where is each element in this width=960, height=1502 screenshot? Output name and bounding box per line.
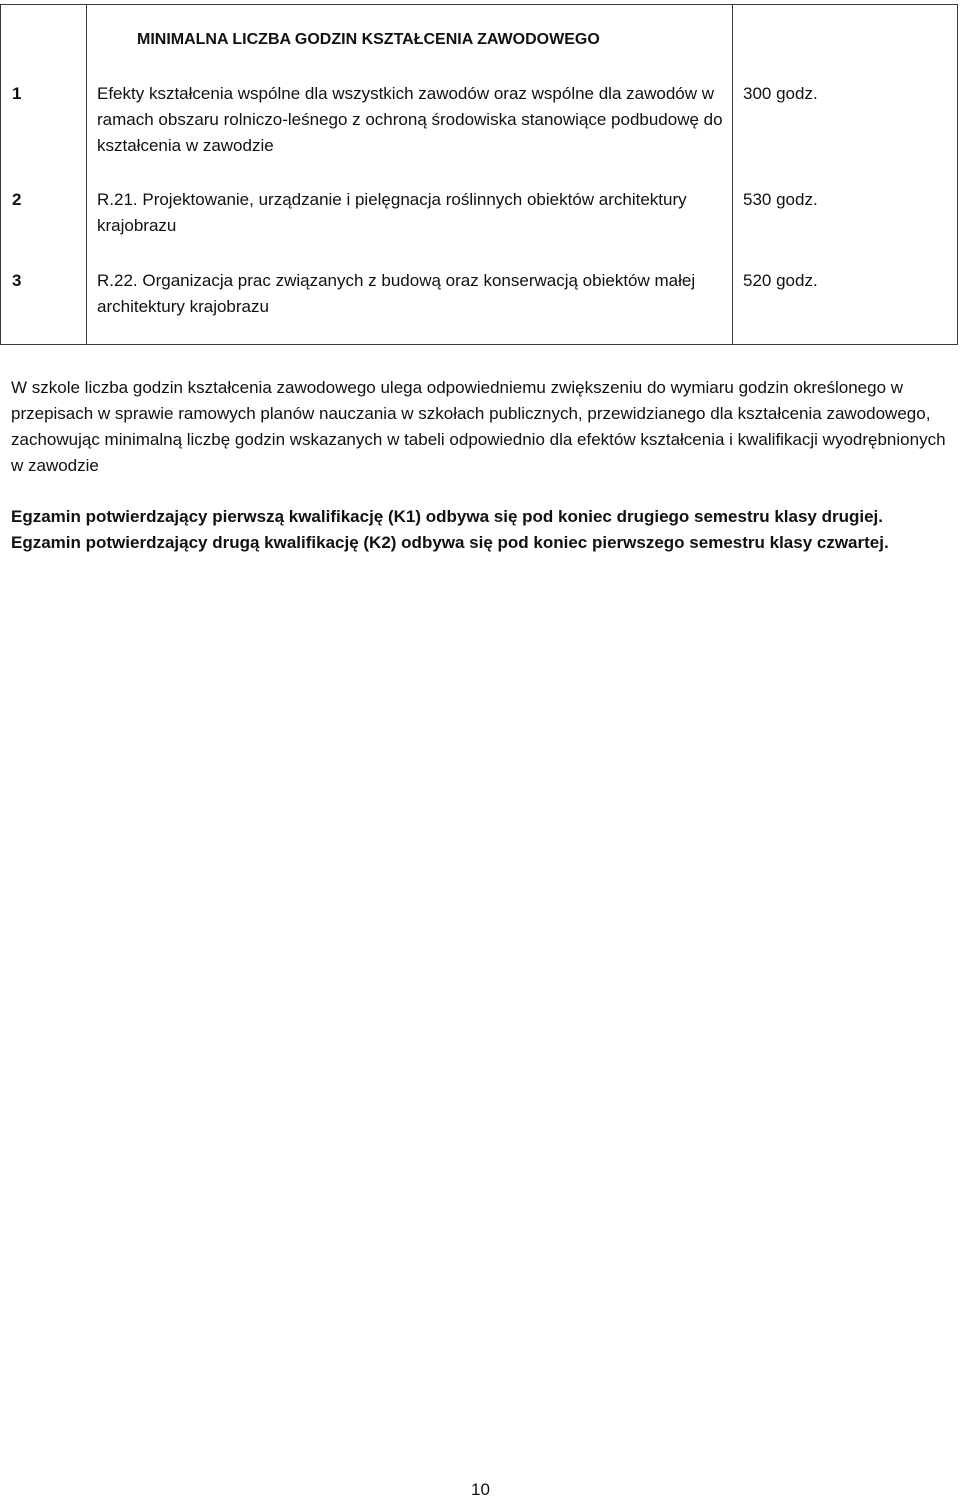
row-1-number: 1: [12, 84, 22, 103]
row-1-hours: 300 godz.: [743, 84, 818, 103]
column-divider-hours: [732, 5, 733, 344]
row-3-number: 3: [12, 271, 22, 290]
row-2-number: 2: [12, 190, 22, 209]
row-2-description: R.21. Projektowanie, urządzanie i pielęgnacja roślinnych obiektów architektury krajobrazu: [97, 190, 687, 235]
row-3-description: R.22. Organizacja prac związanych z budową oraz konserwacją obiektów małej architektury krajobrazu: [97, 271, 696, 316]
row-2-hours: 530 godz.: [743, 190, 818, 209]
row-3-hours: 520 godz.: [743, 271, 818, 290]
column-divider-number: [86, 5, 87, 344]
exam-k2-note: Egzamin potwierdzający drugą kwalifikację (K2) odbywa się pod koniec pierwszego semestru klasy czwartej.: [11, 533, 889, 552]
info-paragraph: W szkole liczba godzin kształcenia zawodowego ulega odpowiedniemu zwiększeniu do wymiaru godzin określonego w przepisach w sprawie ramowych planów nauczania w szkołach publicznych, przewidzianego dla kształcenia zawodowego, zachowując minimalną liczbę godzin wskazanych w tabeli odpowiednio dla efektów kształcenia i kwalifikacji wyodrębnionych w zawodzie: [11, 378, 946, 475]
hours-table: [0, 4, 958, 345]
table-title: MINIMALNA LICZBA GODZIN KSZTAŁCENIA ZAWODOWEGO: [137, 31, 600, 48]
exam-k1-note: Egzamin potwierdzający pierwszą kwalifikację (K1) odbywa się pod koniec drugiego semestru klasy drugiej.: [11, 507, 883, 526]
page-number: 10: [471, 1480, 490, 1499]
row-1-description: Efekty kształcenia wspólne dla wszystkich zawodów oraz wspólne dla zawodów w ramach obszaru rolniczo-leśnego z ochroną środowiska stanowiące podbudowę do kształcenia w zawodzie: [97, 84, 723, 155]
